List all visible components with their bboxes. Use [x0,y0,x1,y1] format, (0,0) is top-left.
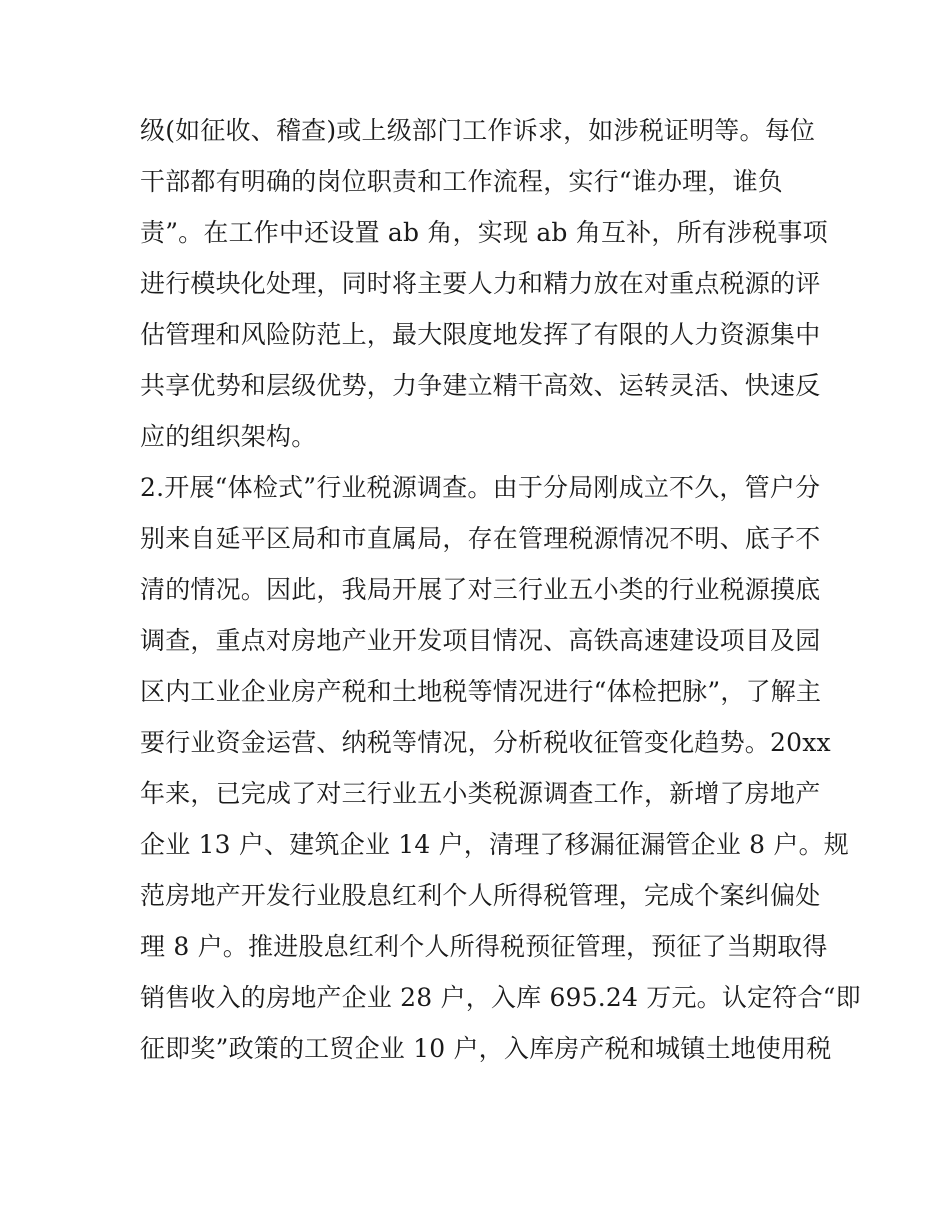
text-line-1: 级(如征收、稽查)或上级部门工作诉求，如涉税证明等。每位 [140,116,816,145]
text-line-17: 理 8 户。推进股息红利个人所得税预征管理，预征了当期取得 [140,932,828,961]
text-line-6: 共享优势和层级优势，力争建立精干高效、运转灵活、快速反 [140,371,821,400]
text-line-13: 要行业资金运营、纳税等情况，分析税收征管变化趋势。20xx [140,728,831,757]
text-line-2: 干部都有明确的岗位职责和工作流程，实行“谁办理，谁负 [140,167,783,196]
text-line-16: 范房地产开发行业股息红利个人所得税管理，完成个案纠偏处 [140,881,821,910]
text-line-7: 应的组织架构。 [140,422,317,451]
text-line-19: 征即奖”政策的工贸企业 10 户，入库房产税和城镇土地使用税 [140,1034,832,1063]
text-line-15: 企业 13 户、建筑企业 14 户，清理了移漏征漏管企业 8 户。规 [140,830,850,859]
text-line-3: 责”。在工作中还设置 ab 角，实现 ab 角互补，所有涉税事项 [140,218,828,247]
text-line-4: 进行模块化处理，同时将主要人力和精力放在对重点税源的评 [140,269,821,298]
body-text [140,105,861,1074]
text-line-14: 年来，已完成了对三行业五小类税源调查工作，新增了房地产 [140,779,821,808]
text-line-5: 估管理和风险防范上，最大限度地发挥了有限的人力资源集中 [140,320,821,349]
text-line-18: 销售收入的房地产企业 28 户，入库 695.24 万元。认定符合“即 [140,983,861,1012]
text-line-11: 调查，重点对房地产业开发项目情况、高铁高速建设项目及园 [140,626,821,655]
text-line-8: 2.开展“体检式”行业税源调查。由于分局刚成立不久，管户分 [140,473,821,502]
text-line-10: 清的情况。因此，我局开展了对三行业五小类的行业税源摸底 [140,575,821,604]
text-line-9: 别来自延平区局和市直属局，存在管理税源情况不明、底子不 [140,524,821,553]
text-line-12: 区内工业企业房产税和土地税等情况进行“体检把脉”，了解主 [140,677,822,706]
